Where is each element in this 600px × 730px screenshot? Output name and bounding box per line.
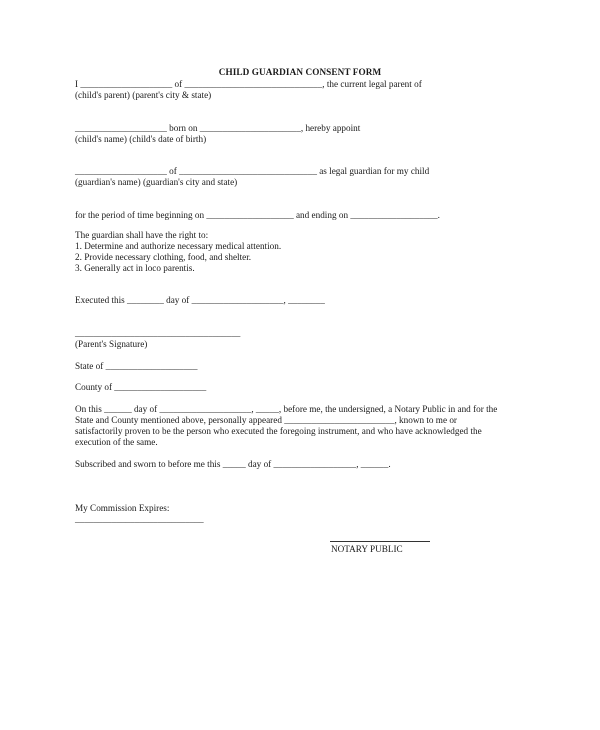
notary-paragraph-line: State and County mentioned above, personally appeared ________________________, known to me or bbox=[75, 415, 457, 425]
guardian-line: ____________________ of ______________________________ as legal guardian for my child bbox=[75, 166, 430, 176]
form-title: CHILD GUARDIAN CONSENT FORM bbox=[218, 67, 382, 77]
parent-line: I ____________________ of ______________________________, the current legal parent of bbox=[75, 79, 422, 89]
state-line: State of ____________________ bbox=[75, 361, 198, 371]
parent-caption: (child's parent) (parent's city & state) bbox=[75, 90, 212, 100]
subscribed-line: Subscribed and sworn to before me this _____ day of __________________, ______. bbox=[75, 459, 391, 469]
commission-label: My Commission Expires: bbox=[75, 503, 170, 513]
rights-item: 2. Provide necessary clothing, food, and shelter. bbox=[75, 252, 252, 262]
commission-line: ____________________________ bbox=[75, 514, 204, 524]
rights-intro: The guardian shall have the right to: bbox=[75, 230, 209, 240]
signature-caption: (Parent's Signature) bbox=[75, 339, 148, 349]
notary-paragraph-line: execution of the same. bbox=[75, 437, 158, 447]
county-line: County of ____________________ bbox=[75, 382, 207, 392]
notary-public-label: NOTARY PUBLIC bbox=[331, 544, 403, 554]
executed-line: Executed this ________ day of ____________________, ________ bbox=[75, 295, 325, 305]
guardian-caption: (guardian's name) (guardian's city and state) bbox=[75, 177, 238, 187]
rights-item: 1. Determine and authorize necessary medical attention. bbox=[75, 241, 282, 251]
child-line: ____________________ born on ______________________, hereby appoint bbox=[75, 123, 361, 133]
rights-item: 3. Generally act in loco parentis. bbox=[75, 263, 195, 273]
notary-paragraph-line: satisfactorily proven to be the person who executed the foregoing instrument, and who have acknowledged the bbox=[75, 426, 482, 436]
notary-paragraph-line: On this ______ day of ____________________, _____, before me, the undersigned, a Notary Public in and for the bbox=[75, 404, 498, 414]
signature-line: ____________________________________ bbox=[75, 328, 241, 338]
period-line: for the period of time beginning on ___________________ and ending on ___________________. bbox=[75, 210, 440, 220]
child-caption: (child's name) (child's date of birth) bbox=[75, 134, 207, 144]
notary-signature-rule bbox=[330, 541, 430, 542]
